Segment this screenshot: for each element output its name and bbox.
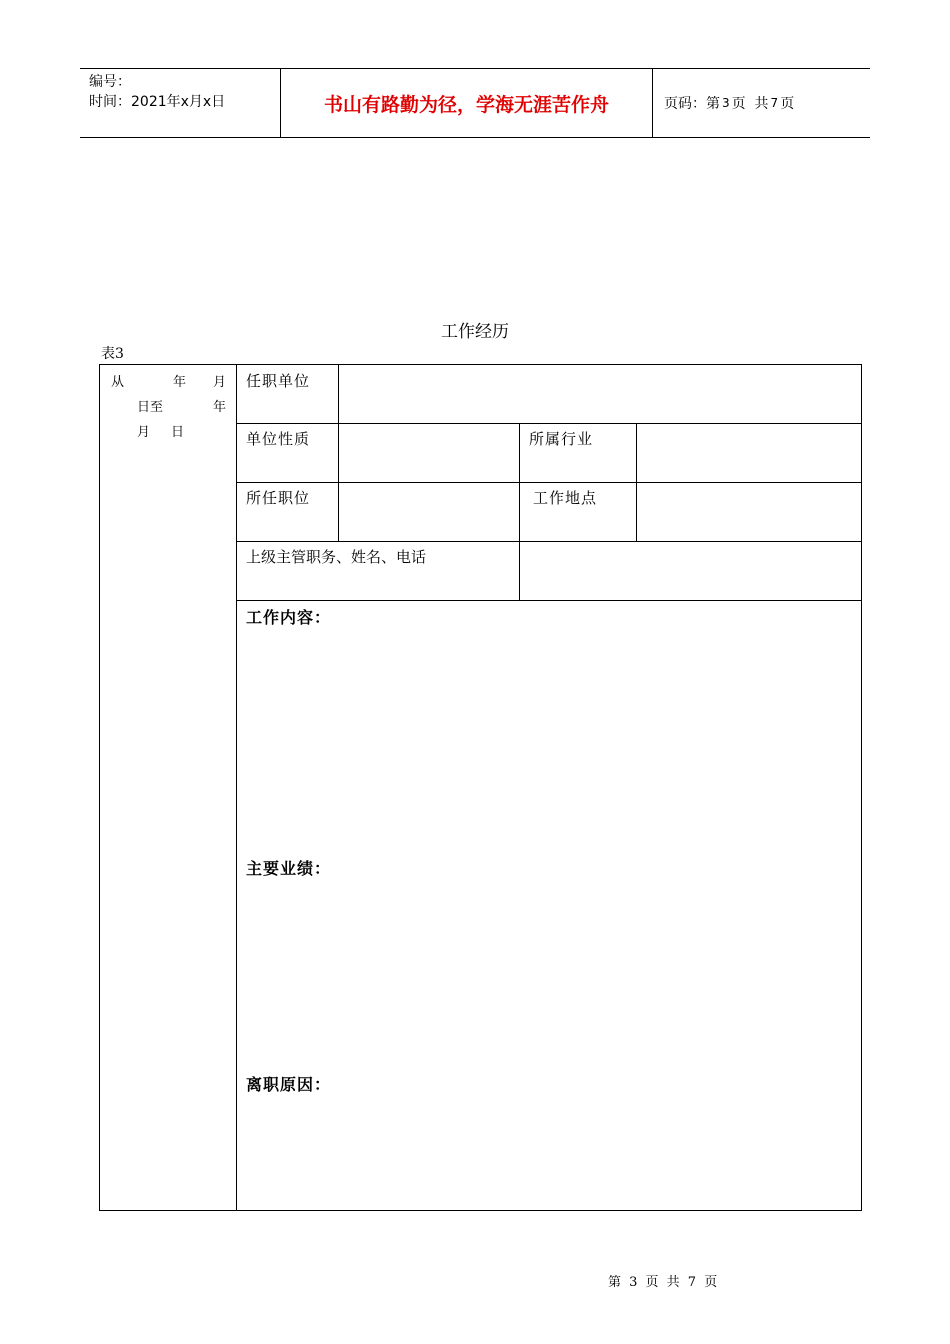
document-title: 工作经历 (441, 322, 509, 342)
work-history-table (99, 364, 862, 1211)
work-location-label: 工作地点 (533, 489, 598, 507)
date-month-1: 月 (213, 375, 227, 390)
time-label: 时间：2021年x月x日 (89, 94, 226, 110)
employer-type-field[interactable] (339, 424, 519, 482)
achievements-heading: 主要业绩： (246, 859, 332, 878)
employer-field[interactable] (339, 365, 861, 423)
date-month-2: 月 (137, 425, 151, 440)
motto: 书山有路勤为径，学海无涯苦作舟 (281, 69, 653, 137)
date-day-2: 日 (171, 425, 185, 440)
page-indicator (664, 69, 794, 137)
page-mid: 页 共 (731, 96, 769, 112)
number-label: 编号： (89, 74, 131, 90)
table-label: 表3 (101, 346, 124, 362)
achievements-field[interactable] (237, 883, 861, 1068)
position-field[interactable] (339, 483, 519, 541)
work-content-heading: 工作内容： (246, 608, 332, 627)
page-total: 7 (770, 96, 779, 110)
page-prefix: 页码：第 (664, 96, 720, 112)
leaving-reason-heading: 离职原因： (246, 1075, 332, 1094)
row-divider (236, 600, 861, 601)
date-year-1: 年 (173, 375, 187, 390)
page-footer: 第 3 页 共 7 页 (608, 1275, 718, 1290)
position-label: 所任职位 (246, 489, 311, 507)
industry-label: 所属行业 (529, 430, 594, 448)
work-content-field[interactable] (237, 633, 861, 853)
page-suffix: 页 (780, 96, 795, 112)
page-header (80, 68, 870, 138)
leaving-reason-field[interactable] (237, 1099, 861, 1209)
employer-type-label: 单位性质 (246, 430, 311, 448)
page-current: 3 (722, 96, 730, 110)
date-day-to: 日至 (137, 400, 164, 415)
industry-field[interactable] (637, 424, 861, 482)
supervisor-field[interactable] (520, 542, 861, 600)
work-location-field[interactable] (637, 483, 861, 541)
date-year-2: 年 (213, 400, 227, 415)
date-from: 从 (111, 375, 125, 390)
supervisor-label: 上级主管职务、姓名、电话 (246, 548, 427, 566)
header-meta (80, 69, 281, 137)
mid-divider (519, 423, 520, 541)
employer-label: 任职单位 (246, 372, 311, 390)
